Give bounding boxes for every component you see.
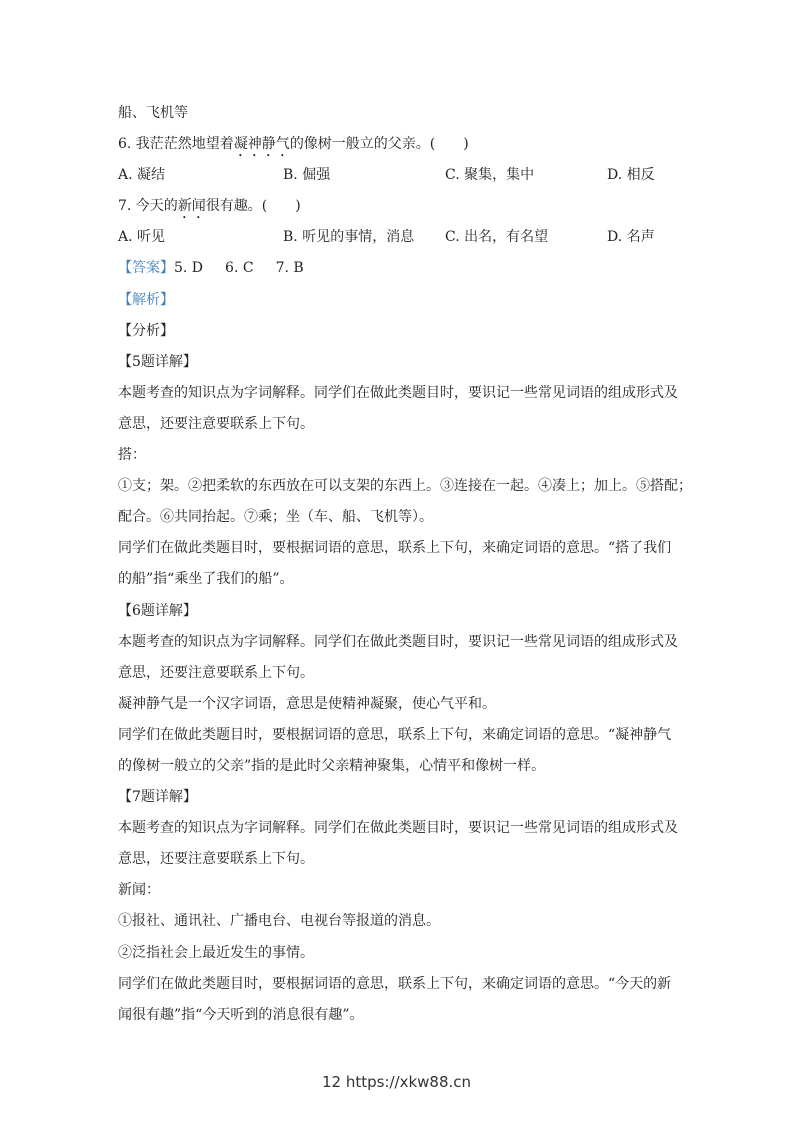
analysis-label: 【解析】 xyxy=(118,291,174,308)
q6-text: 6. 我茫茫然地望着 xyxy=(118,136,234,153)
option-a: A. 听见 xyxy=(118,229,166,246)
text-line: 新闻： xyxy=(118,882,160,899)
text-line: 船、飞机等 xyxy=(118,105,188,121)
option-c: C. 聚集，集中 xyxy=(445,167,535,184)
q7-options xyxy=(118,227,688,258)
text-line: 闻很有趣”指“今天听到的消息很有趣”。 xyxy=(118,1006,364,1023)
answer-6: 6. C xyxy=(225,260,254,277)
text-line: 凝神静气是一个汉字词语，意思是使精神凝聚，使心气平和。 xyxy=(118,695,496,712)
document-body xyxy=(118,103,692,1036)
section-heading: 【6题详解】 xyxy=(118,602,197,619)
text-line: 同学们在做此类题目时，要根据词语的意思，联系上下句，来确定词语的意思。“搭了我们 xyxy=(118,540,672,557)
question-7 xyxy=(118,196,688,227)
answer-line xyxy=(118,258,688,289)
text-line: 本题考查的知识点为字词解释。同学们在做此类题目时，要识记一些常见词语的组成形式及 xyxy=(118,633,678,650)
section-heading: 【分析】 xyxy=(118,322,174,339)
text-line: 意思，还要注意要联系上下句。 xyxy=(118,851,314,868)
q7-text: 7. 今天的 xyxy=(118,198,178,215)
section-heading: 【7题详解】 xyxy=(118,789,197,806)
text-line: 意思，还要注意要联系上下句。 xyxy=(118,664,314,681)
text-line: 同学们在做此类题目时，要根据词语的意思，联系上下句，来确定词语的意思。“凝神静气 xyxy=(118,726,672,743)
option-b: B. 倔强 xyxy=(283,167,331,184)
page-footer: 12 https://xkw88.cn xyxy=(321,1073,472,1091)
text-line: ①报社、通讯社、广播电台、电视台等报道的消息。 xyxy=(118,913,440,930)
option-d: D. 名声 xyxy=(607,229,655,246)
text-line: ①支；架。②把柔软的东西放在可以支架的东西上。③连接在一起。④凑上；加上。⑤搭配； xyxy=(118,478,692,495)
q6-emphasis: 凝神静气 xyxy=(233,136,290,153)
question-6 xyxy=(118,134,688,165)
text-line: 同学们在做此类题目时，要根据词语的意思，联系上下句，来确定词语的意思。“今天的新 xyxy=(118,975,672,992)
text-line: 本题考查的知识点为字词解释。同学们在做此类题目时，要识记一些常见词语的组成形式及 xyxy=(118,384,678,401)
text-line: 搭： xyxy=(118,447,146,464)
section-heading: 【5题详解】 xyxy=(118,353,197,370)
text-line: 本题考查的知识点为字词解释。同学们在做此类题目时，要识记一些常见词语的组成形式及 xyxy=(118,820,678,837)
q6-options xyxy=(118,165,688,196)
option-b: B. 听见的事情，消息 xyxy=(283,229,415,246)
q6-text-end: 的像树一般立的父亲。( ) xyxy=(289,136,469,153)
answer-label: 【答案】 xyxy=(118,260,174,277)
q7-text-end: 很有趣。( ) xyxy=(205,198,301,215)
text-line: 意思，还要注意要联系上下句。 xyxy=(118,415,314,432)
text-line: ②泛指社会上最近发生的事情。 xyxy=(118,944,314,961)
option-c: C. 出名，有名望 xyxy=(445,229,549,246)
text-line: 的船”指“乘坐了我们的船”。 xyxy=(118,571,294,588)
text-line: 的像树一般立的父亲”指的是此时父亲精神聚集，心情平和像树一样。 xyxy=(118,757,546,774)
answer-7: 7. B xyxy=(275,260,304,277)
q7-emphasis: 新闻 xyxy=(177,198,206,215)
text-line: 配合。⑥共同抬起。⑦乘；坐（车、船、飞机等）。 xyxy=(118,509,433,526)
answer-5: 5. D xyxy=(174,260,204,277)
option-a: A. 凝结 xyxy=(118,167,166,184)
option-d: D. 相反 xyxy=(607,167,655,184)
